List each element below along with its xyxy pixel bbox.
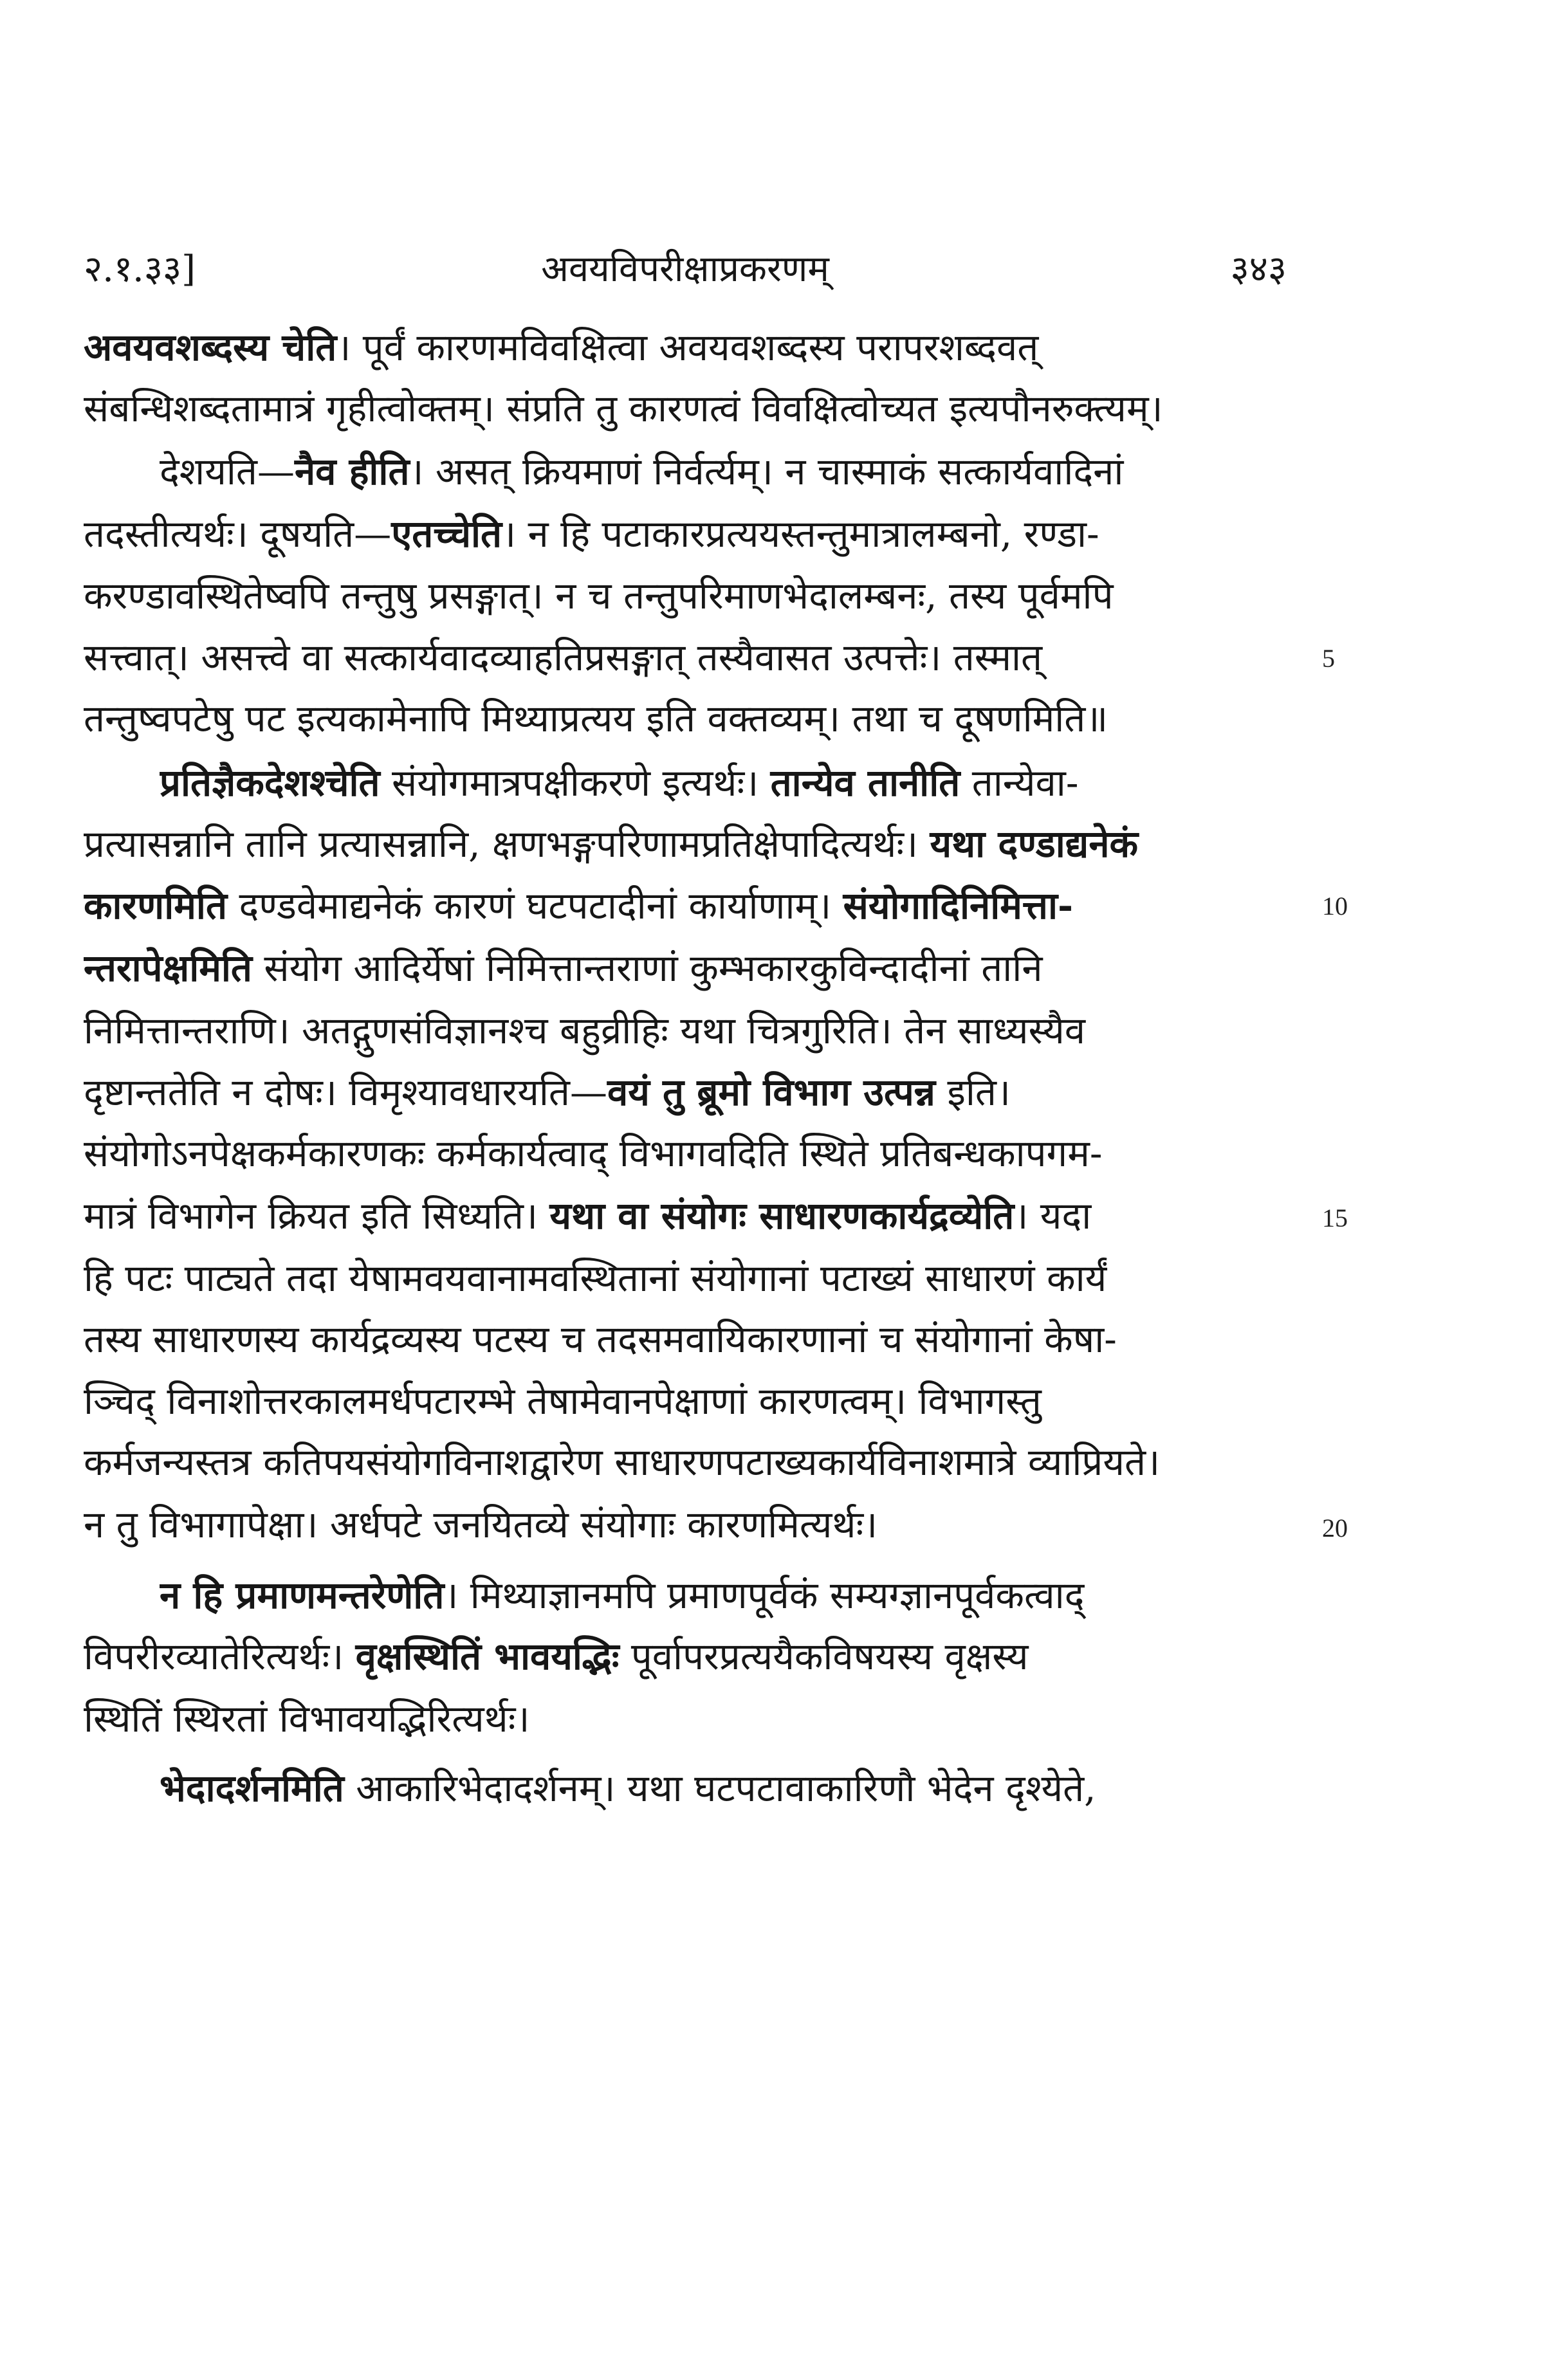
text-segment: । पूर्वं कारणमविवक्षित्वा अवयवशब्दस्य परापरशब्दवत्: [336, 325, 1039, 369]
text-line: [84, 1430, 1287, 1494]
lemma-bold: कारणमिति: [84, 884, 228, 928]
line-number: 5: [1322, 644, 1335, 673]
text-segment: स्थितिं स्थिरतां विभावयद्भिरित्यर्थः।: [84, 1697, 530, 1741]
text-segment: मात्रं विभागेन क्रियत इति सिध्यति।: [84, 1194, 550, 1238]
text-line: [160, 751, 1287, 815]
text-line: [84, 936, 1287, 1000]
lemma-bold: यथा वा संयोगः साधारणकार्यद्रव्येति: [549, 1194, 1015, 1238]
text-line: [84, 1307, 1287, 1371]
text-line: [84, 1246, 1287, 1310]
line-number: 20: [1322, 1514, 1348, 1542]
text-segment: संयोगमात्रपक्षीकरणे इत्यर्थः।: [380, 761, 771, 805]
lemma-bold: न्तरापेक्षमिति: [84, 946, 252, 990]
text-segment: संयोगोऽनपेक्षकर्मकारणकः कर्मकार्यत्वाद् विभागवदिति स्थिते प्रतिबन्धकापगम-: [84, 1131, 1103, 1175]
text-segment: सत्त्वात्। असत्त्वे वा सत्कार्यवादव्याहतिप्रसङ्गात् तस्यैवासत उत्पत्तेः। तस्मात्: [84, 636, 1043, 679]
page-number: ३४३: [1230, 248, 1287, 290]
lemma-bold: एतच्चेति: [391, 512, 502, 556]
text-line: [84, 625, 1287, 690]
section-reference: २.१.३३]: [84, 248, 196, 290]
lemma-bold: यथा दण्डाद्यनेकं: [930, 822, 1139, 866]
text-segment: । न हि पटाकारप्रत्ययस्तन्तुमात्रालम्बनो, रण्डा-: [502, 512, 1099, 556]
text-segment: हि पटः पाट्यते तदा येषामवयवानामवस्थितानां संयोगानां पटाख्यं साधारणं कार्यं: [84, 1256, 1107, 1300]
text-line: [160, 1756, 1287, 1820]
lemma-bold: भेदादर्शनमिति: [160, 1766, 344, 1810]
lemma-bold: प्रतिज्ञैकदेशश्चेति: [160, 761, 380, 805]
text-segment: । यदा: [1014, 1194, 1092, 1238]
text-line: [84, 502, 1287, 566]
text-segment: पूर्वापरप्रत्ययैकविषयस्य वृक्षस्य: [619, 1634, 1029, 1678]
text-line: [84, 315, 1287, 380]
text-segment: दण्डवेमाद्यनेकं कारणं घटपटादीनां कार्याणाम्।: [227, 884, 843, 928]
chapter-title: अवयविपरीक्षाप्रकरणम्: [541, 248, 829, 290]
text-line: [84, 874, 1287, 938]
text-segment: विपरीरव्यातेरित्यर्थः।: [84, 1634, 356, 1678]
text-line: [84, 563, 1287, 628]
text-segment: तान्येवा-: [960, 761, 1079, 805]
text-segment: । असत् क्रियमाणं निर्वर्त्यम्। न चास्माकं सत्कार्यवादिनां: [409, 450, 1124, 493]
lemma-bold: न हि प्रमाणमन्तरेणेति: [160, 1573, 445, 1617]
lemma-bold: तान्येव तानीति: [770, 761, 960, 805]
text-line: [84, 1060, 1287, 1124]
line-number: 10: [1322, 892, 1348, 920]
text-segment: देशयति—: [160, 450, 295, 493]
text-segment: तदस्तीत्यर्थः। दूषयति—: [84, 512, 392, 556]
text-segment: ञ्चिद् विनाशोत्तरकालमर्धपटारम्भे तेषामेवानपेक्षाणां कारणत्वम्। विभागस्तु: [84, 1379, 1042, 1423]
text-line: [84, 1624, 1287, 1689]
text-segment: संयोग आदिर्येषां निमित्तान्तराणां कुम्भकारकुविन्दादीनां तानि: [252, 946, 1043, 990]
running-header: [84, 243, 1287, 295]
text-segment: करण्डावस्थितेष्वपि तन्तुषु प्रसङ्गात्। न च तन्तुपरिमाणभेदालम्बनः, तस्य पूर्वमपि: [84, 574, 1114, 618]
text-line: [84, 998, 1287, 1063]
text-segment: संबन्धिशब्दतामात्रं गृहीत्वोक्तम्। संप्रति तु कारणत्वं विवक्षित्वोच्यत इत्यपौनरुक्त्यम्।: [84, 387, 1163, 430]
text-line: [84, 1184, 1287, 1248]
text-segment: तन्तुष्वपटेषु पट इत्यकामेनापि मिथ्याप्रत्यय इति वक्तव्यम्। तथा च दूषणमिति॥: [84, 697, 1108, 740]
text-segment: इति।: [935, 1070, 1011, 1114]
text-segment: दृष्टान्ततेति न दोषः। विमृश्यावधारयति—: [84, 1070, 607, 1114]
text-line: [84, 812, 1287, 876]
text-segment: प्रत्यासन्नानि तानि प्रत्यासन्नानि, क्षणभङ्गपरिणामप्रतिक्षेपादित्यर्थः।: [84, 822, 930, 866]
text-line: [84, 1687, 1287, 1751]
text-line: [84, 376, 1287, 441]
text-segment: निमित्तान्तराणि। अतद्गुणसंविज्ञानश्च बहुव्रीहिः यथा चित्रगुरिति। तेन साध्यस्यैव: [84, 1009, 1085, 1052]
text-line: [84, 1492, 1287, 1557]
text-segment: न तु विभागापेक्षा। अर्धपटे जनयितव्ये संयोगाः कारणमित्यर्थः।: [84, 1503, 878, 1546]
text-segment: । मिथ्याज्ञानमपि प्रमाणपूर्वकं सम्यग्ज्ञानपूर्वकत्वाद्: [444, 1573, 1085, 1617]
text-line: [160, 1563, 1287, 1627]
lemma-bold: नैव हीति: [294, 450, 410, 493]
lemma-bold: वृक्षस्थितिं भावयद्भिः: [355, 1634, 620, 1678]
text-segment: तस्य साधारणस्य कार्यद्रव्यस्य पटस्य च तदसमवायिकारणानां च संयोगानां केषा-: [84, 1317, 1117, 1361]
text-segment: कर्मजन्यस्तत्र कतिपयसंयोगविनाशद्वारेण साधारणपटाख्यकार्यविनाशमात्रे व्याप्रियते।: [84, 1440, 1161, 1484]
lemma-bold: अवयवशब्दस्य चेति: [84, 325, 337, 369]
text-segment: आकारिभेदादर्शनम्। यथा घटपटावाकारिणौ भेदेन दृश्येते,: [344, 1766, 1096, 1810]
lemma-bold: संयोगादिनिमित्ता-: [843, 884, 1074, 928]
text-line: [84, 1121, 1287, 1185]
text-line: [84, 686, 1287, 751]
line-number: 15: [1322, 1204, 1348, 1232]
text-line: [84, 1369, 1287, 1433]
text-line: [160, 439, 1287, 504]
lemma-bold: वयं तु ब्रूमो विभाग उत्पन्न: [607, 1070, 935, 1114]
